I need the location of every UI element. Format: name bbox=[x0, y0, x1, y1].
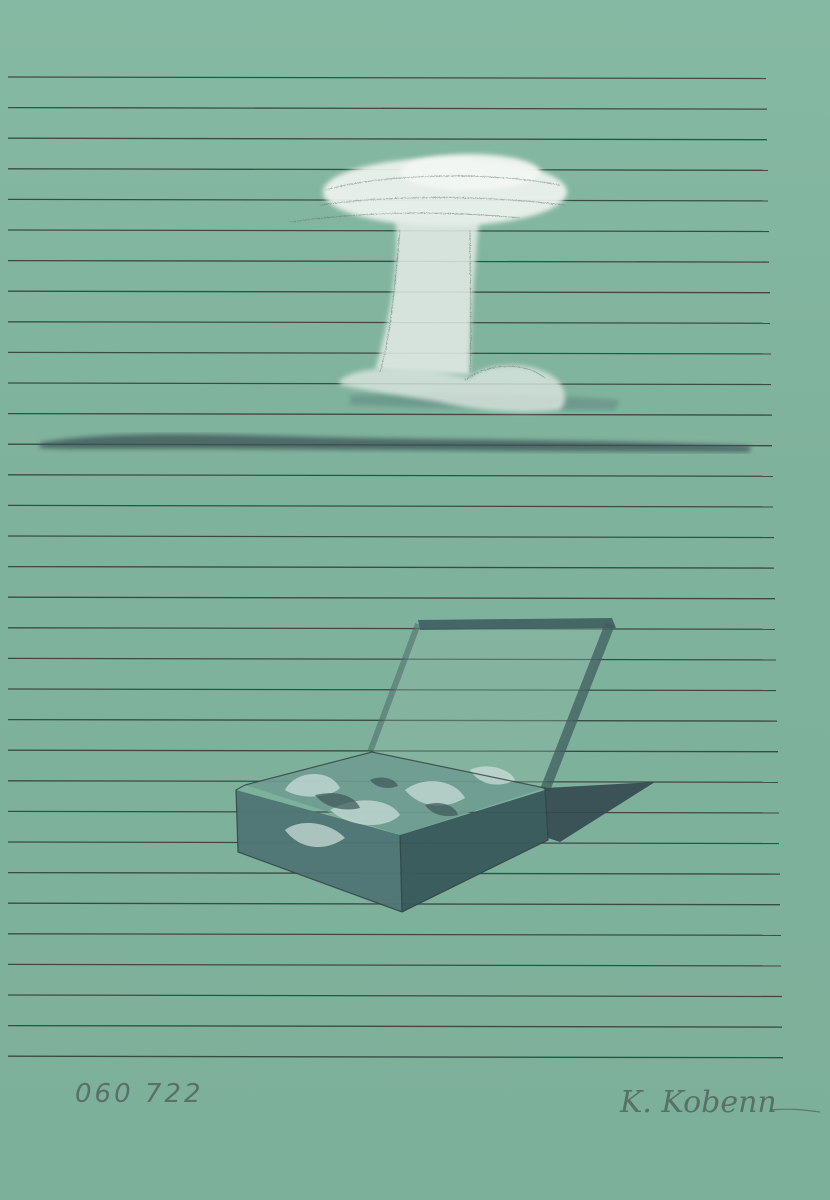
rule-line bbox=[8, 414, 772, 416]
rule-line bbox=[8, 230, 769, 232]
rule-line bbox=[8, 597, 775, 599]
rule-line bbox=[8, 138, 767, 140]
rule-line bbox=[8, 261, 769, 263]
artist-signature: K. Kobenn bbox=[620, 1085, 777, 1120]
ruled-lines bbox=[8, 77, 783, 1058]
rule-line bbox=[8, 658, 776, 660]
rule-line bbox=[8, 1056, 783, 1058]
rule-line bbox=[8, 934, 781, 936]
inscription-number: 060 722 bbox=[75, 1079, 204, 1109]
rule-line bbox=[8, 964, 781, 966]
rule-line bbox=[8, 77, 766, 79]
rule-line bbox=[8, 628, 775, 630]
rule-line bbox=[8, 995, 782, 997]
signature-flourish bbox=[770, 1109, 820, 1112]
rule-line bbox=[8, 108, 767, 110]
rule-line bbox=[8, 505, 773, 507]
rule-line bbox=[8, 291, 770, 293]
horizon-shadow bbox=[40, 394, 750, 452]
rule-line bbox=[8, 567, 774, 569]
rule-line bbox=[8, 1026, 782, 1028]
rule-line bbox=[8, 536, 774, 538]
mushroom-cloud bbox=[290, 154, 567, 412]
open-box bbox=[236, 618, 655, 912]
rule-line bbox=[8, 475, 773, 477]
